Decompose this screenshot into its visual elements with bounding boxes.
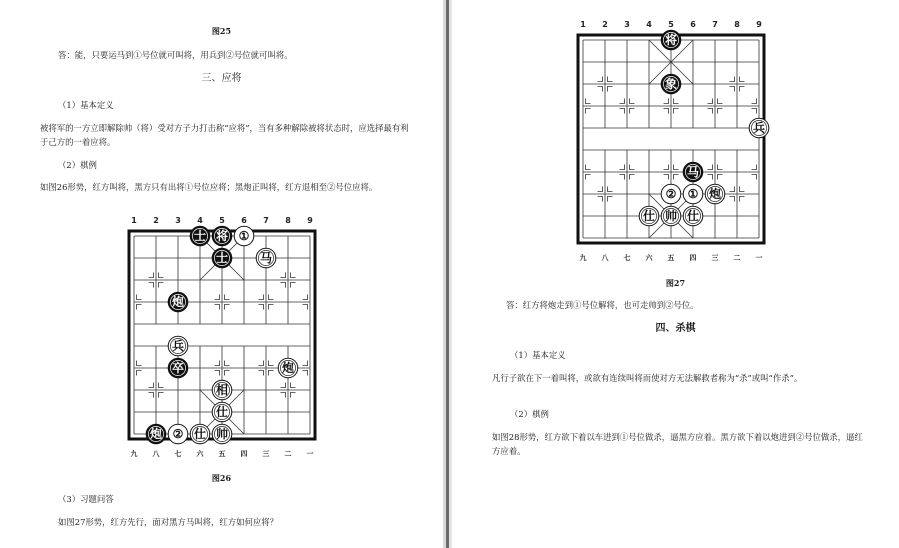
piece xyxy=(190,226,210,246)
piece-label: 帅 xyxy=(664,209,678,224)
definition-text: 被将军的一方立即解除帅（将）受对方子力打击称“应将”，当有多种解除被将状态时，应选择最有利于己方的一着应将。 xyxy=(40,123,409,147)
position-mark xyxy=(259,361,264,366)
position-mark xyxy=(620,109,625,114)
file-label-bottom: 七 xyxy=(174,450,182,458)
file-label-top: 4 xyxy=(197,216,203,225)
position-mark xyxy=(303,295,308,300)
piece xyxy=(639,206,659,226)
position-mark xyxy=(718,99,723,104)
file-label-bottom: 五 xyxy=(218,450,226,458)
piece xyxy=(661,184,681,204)
file-label-bottom: 六 xyxy=(196,450,204,458)
position-mark xyxy=(708,165,713,170)
piece-label: 将 xyxy=(664,33,678,48)
position-mark xyxy=(137,361,142,366)
piece-label: ② xyxy=(665,187,677,202)
piece xyxy=(168,336,188,356)
piece xyxy=(168,424,188,444)
fig26-xiangqi-board xyxy=(122,211,327,466)
position-mark xyxy=(259,295,264,300)
position-mark xyxy=(708,99,713,104)
file-label-bottom: 八 xyxy=(152,450,160,458)
position-mark xyxy=(137,305,142,310)
page-gutter xyxy=(443,0,452,548)
file-label-top: 8 xyxy=(285,216,291,225)
piece xyxy=(661,30,681,50)
position-mark xyxy=(303,361,308,366)
piece xyxy=(705,184,725,204)
piece-label: 卒 xyxy=(171,361,185,376)
position-mark xyxy=(269,305,274,310)
piece xyxy=(683,184,703,204)
piece xyxy=(212,226,232,246)
position-mark xyxy=(608,87,613,92)
piece xyxy=(146,424,166,444)
piece-label: 炮 xyxy=(281,361,295,376)
position-mark xyxy=(674,175,679,180)
piece-label: 将 xyxy=(215,229,229,244)
file-label-top: 1 xyxy=(580,20,586,29)
position-mark xyxy=(269,361,274,366)
file-label-top: 3 xyxy=(624,20,630,29)
file-label-bottom: 六 xyxy=(645,254,653,262)
position-mark xyxy=(225,295,230,300)
file-label-bottom: 二 xyxy=(284,450,292,458)
piece xyxy=(683,162,703,182)
position-mark xyxy=(664,175,669,180)
position-mark xyxy=(708,109,713,114)
file-label-top: 4 xyxy=(646,20,652,29)
position-mark xyxy=(598,197,603,202)
piece xyxy=(190,424,210,444)
fig27-xiangqi-board xyxy=(571,15,776,270)
piece-label: 炮 xyxy=(708,187,722,202)
position-mark xyxy=(730,197,735,202)
file-label-bottom: 七 xyxy=(623,254,631,262)
position-mark xyxy=(608,187,613,192)
file-label-top: 6 xyxy=(690,20,696,29)
position-mark xyxy=(269,295,274,300)
piece-label: 仕 xyxy=(686,209,700,224)
file-label-top: 5 xyxy=(668,20,674,29)
fig27-caption: 图27 xyxy=(665,278,686,288)
file-label-top: 3 xyxy=(175,216,181,225)
piece-label: 炮 xyxy=(149,427,163,442)
position-mark xyxy=(281,393,286,398)
position-mark xyxy=(215,295,220,300)
heading-section-3: 三、应将 xyxy=(201,73,242,84)
position-mark xyxy=(630,99,635,104)
piece xyxy=(212,248,232,268)
answer-27: 答：红方将炮走到①号位解将，也可走帅到②号位。 xyxy=(506,300,699,310)
position-mark xyxy=(608,77,613,82)
question-27: 如图27形势，红方先行，面对黑方马叫将，红方如何应将？ xyxy=(58,517,279,527)
subheading-definition: （1）基本定义 xyxy=(58,100,114,110)
position-mark xyxy=(159,283,164,288)
position-mark xyxy=(586,99,591,104)
position-mark xyxy=(586,175,591,180)
position-mark xyxy=(281,283,286,288)
position-mark xyxy=(586,109,591,114)
position-mark xyxy=(630,109,635,114)
position-mark xyxy=(598,187,603,192)
position-mark xyxy=(740,197,745,202)
piece xyxy=(212,402,232,422)
file-label-bottom: 四 xyxy=(689,254,697,262)
position-mark xyxy=(630,165,635,170)
file-label-top: 9 xyxy=(307,216,313,225)
position-mark xyxy=(149,383,154,388)
file-label-top: 5 xyxy=(219,216,225,225)
position-mark xyxy=(225,305,230,310)
file-label-bottom: 九 xyxy=(579,254,587,262)
position-mark xyxy=(674,165,679,170)
file-label-bottom: 三 xyxy=(262,450,270,458)
position-mark xyxy=(215,305,220,310)
file-label-top: 8 xyxy=(734,20,740,29)
file-label-bottom: 八 xyxy=(601,254,609,262)
position-mark xyxy=(752,99,757,104)
position-mark xyxy=(291,273,296,278)
subheading-example: （2）棋例 xyxy=(58,160,97,170)
file-label-top: 7 xyxy=(263,216,269,225)
position-mark xyxy=(281,383,286,388)
subheading-exercise: （3）习题问答 xyxy=(58,494,114,504)
position-mark xyxy=(674,109,679,114)
piece-label: 仕 xyxy=(193,427,207,442)
position-mark xyxy=(740,77,745,82)
piece-label: 仕 xyxy=(642,209,656,224)
piece xyxy=(212,380,232,400)
position-mark xyxy=(740,87,745,92)
position-mark xyxy=(752,165,757,170)
position-mark xyxy=(291,283,296,288)
position-mark xyxy=(730,187,735,192)
position-mark xyxy=(291,383,296,388)
definition-text: 凡行子欲在下一着叫将，或欲有连续叫将而使对方无法解救者称为“杀”或叫“作杀”。 xyxy=(492,373,803,383)
position-mark xyxy=(730,87,735,92)
piece-label: 兵 xyxy=(752,121,766,136)
subheading-example: （2）棋例 xyxy=(510,409,549,419)
piece-label: 士 xyxy=(215,251,229,266)
example-text: 如图26形势，红方叫将，黑方只有出将①号位应将；黑炮正叫将，红方退相至②号位应将。 xyxy=(40,182,378,192)
fig25-caption: 图25 xyxy=(211,26,232,36)
piece xyxy=(212,424,232,444)
piece-label: 马 xyxy=(686,165,700,180)
position-mark xyxy=(149,273,154,278)
piece-label: ② xyxy=(172,427,184,442)
piece-label: 相 xyxy=(215,383,229,398)
position-mark xyxy=(598,87,603,92)
position-mark xyxy=(149,283,154,288)
position-mark xyxy=(730,77,735,82)
piece-label: 象 xyxy=(664,77,678,92)
piece-label: 马 xyxy=(259,251,273,266)
file-label-top: 6 xyxy=(241,216,247,225)
piece xyxy=(234,226,254,246)
right-page xyxy=(452,0,899,548)
position-mark xyxy=(708,175,713,180)
subheading-definition: （1）基本定义 xyxy=(510,350,566,360)
file-label-bottom: 二 xyxy=(733,254,741,262)
file-label-bottom: 四 xyxy=(240,450,248,458)
position-mark xyxy=(137,371,142,376)
position-mark xyxy=(752,175,757,180)
piece xyxy=(749,118,769,138)
position-mark xyxy=(752,109,757,114)
file-label-top: 1 xyxy=(131,216,137,225)
piece-label: 帅 xyxy=(215,427,229,442)
piece xyxy=(661,206,681,226)
position-mark xyxy=(281,273,286,278)
file-label-bottom: 三 xyxy=(711,254,719,262)
position-mark xyxy=(149,393,154,398)
position-mark xyxy=(303,305,308,310)
piece xyxy=(168,358,188,378)
fig26-caption: 图26 xyxy=(211,473,232,483)
file-label-top: 9 xyxy=(756,20,762,29)
piece-label: 炮 xyxy=(171,295,185,310)
piece-label: ① xyxy=(238,229,250,244)
left-page xyxy=(0,0,443,548)
position-mark xyxy=(259,305,264,310)
file-label-bottom: 一 xyxy=(306,450,314,458)
position-mark xyxy=(159,393,164,398)
position-mark xyxy=(291,393,296,398)
position-mark xyxy=(664,109,669,114)
piece xyxy=(683,206,703,226)
position-mark xyxy=(225,371,230,376)
piece-label: ① xyxy=(687,187,699,202)
position-mark xyxy=(620,175,625,180)
piece xyxy=(661,74,681,94)
piece xyxy=(168,292,188,312)
position-mark xyxy=(159,273,164,278)
position-mark xyxy=(620,99,625,104)
position-mark xyxy=(215,371,220,376)
position-mark xyxy=(718,175,723,180)
position-mark xyxy=(137,295,142,300)
position-mark xyxy=(269,371,274,376)
position-mark xyxy=(259,371,264,376)
piece xyxy=(256,248,276,268)
position-mark xyxy=(159,383,164,388)
position-mark xyxy=(225,361,230,366)
file-label-bottom: 九 xyxy=(130,450,138,458)
position-mark xyxy=(608,197,613,202)
position-mark xyxy=(586,165,591,170)
file-label-top: 7 xyxy=(712,20,718,29)
piece-label: 仕 xyxy=(215,405,229,420)
example-text: 如图28形势，红方欲下着以车进到①号位做杀，逼黑方应着。黑方欲下着以炮进到②号位做杀，逼红方应着。 xyxy=(492,432,863,456)
heading-section-4: 四、杀棋 xyxy=(655,323,696,334)
position-mark xyxy=(598,77,603,82)
position-mark xyxy=(718,109,723,114)
file-label-bottom: 一 xyxy=(755,254,763,262)
position-mark xyxy=(664,99,669,104)
position-mark xyxy=(674,99,679,104)
position-mark xyxy=(215,361,220,366)
position-mark xyxy=(740,187,745,192)
file-label-top: 2 xyxy=(153,216,159,225)
piece xyxy=(278,358,298,378)
piece-label: 兵 xyxy=(171,339,185,354)
position-mark xyxy=(620,165,625,170)
answer-25: 答：能，只要运马到①号位就可叫将，用兵到②号位就可叫将。 xyxy=(58,50,293,60)
file-label-bottom: 五 xyxy=(667,254,675,262)
file-label-top: 2 xyxy=(602,20,608,29)
position-mark xyxy=(630,175,635,180)
position-mark xyxy=(664,165,669,170)
piece-label: 士 xyxy=(193,229,207,244)
position-mark xyxy=(718,165,723,170)
position-mark xyxy=(303,371,308,376)
